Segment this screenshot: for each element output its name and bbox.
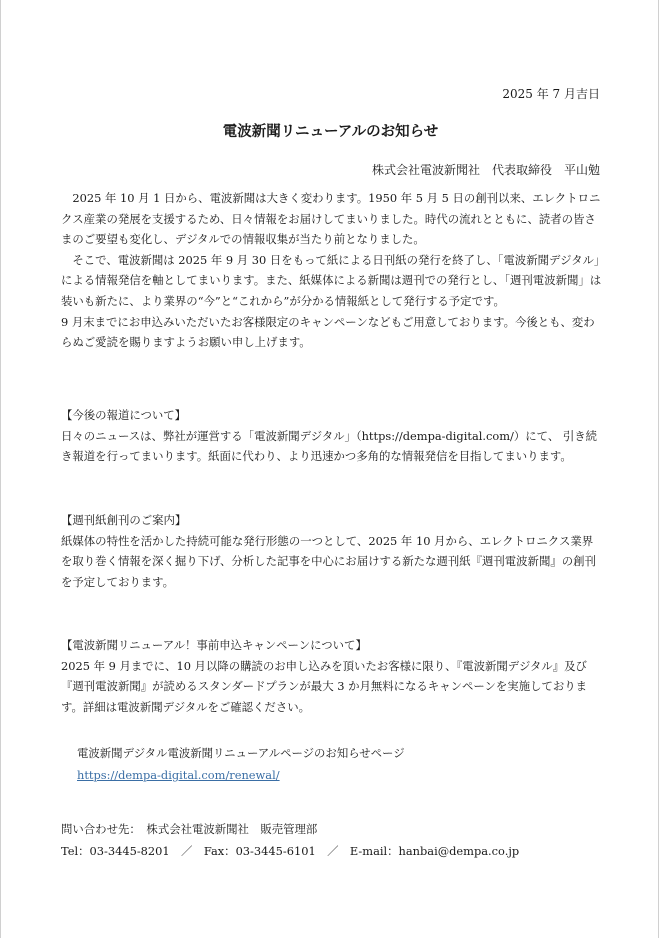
section-weekly — [61, 510, 602, 592]
section-reporting — [61, 405, 602, 467]
renewal-link-label: 電波新聞デジタル電波新聞リニューアルページのお知らせページ — [77, 746, 405, 760]
section-text: 2025 年 9 月までに、10 月以降の購読のお申し込みを頂いたお客様に限り、『電波新聞デジタル』及び『週刊電波新聞』が読めるスタンダードプランが最大 3 か月無料になるキャンペーンを実施しております。詳細は電波新聞デジタルをご確認ください。 — [61, 658, 588, 714]
section-heading: 【今後の報道について】 — [61, 408, 187, 422]
intro-paragraph-3: 9 月末までにお申込みいただいたお客様限定のキャンペーンなどもご用意しております。今後とも、変わらぬご愛読を賜りますようお願い申し上げます。 — [61, 314, 595, 350]
section-heading: 【週刊紙創刊のご案内】 — [61, 513, 187, 527]
document-title: 電波新聞リニューアルのお知らせ — [222, 123, 439, 140]
document-date: 2025 年 7 月吉日 — [502, 87, 600, 101]
renewal-link[interactable]: https://dempa-digital.com/renewal/ — [77, 768, 280, 782]
contact-block — [61, 818, 519, 862]
section-campaign — [61, 635, 602, 717]
intro-body — [61, 188, 602, 353]
contact-line-2: Tel：03-3445-8201 ／ Fax：03-3445-6101 ／ E-mail：hanbai@dempa.co.jp — [61, 844, 520, 858]
sender-line: 株式会社電波新聞社 代表取締役 平山勉 — [371, 163, 600, 177]
section-text: 紙媒体の特性を活かした持続可能な発行形態の一つとして、2025 年 10 月から、エレクトロニクス業界を取り巻く情報を深く掘り下げ、分析した記事を中心にお届けする新たな週刊紙『週刊電波新聞』の創刊を予定しております。 — [61, 533, 596, 589]
intro-paragraph-2: そこで、電波新聞は 2025 年 9 月 30 日をもって紙による日刊紙の発行を終了し、「電波新聞デジタル」による情報発信を軸としてまいります。また、紙媒体による新聞は週刊での発行とし、「週刊電波新聞」は装いも新たに、より業界の“今”と“これから”が分かる情報紙として発行する予定です。 — [61, 252, 602, 308]
section-heading: 【電波新聞リニューアル！事前申込キャンペーンについて】 — [61, 638, 367, 652]
section-text: 日々のニュースは、弊社が運営する「電波新聞デジタル」（https://dempa-digital.com/）にて、 引き続き報道を行ってまいります。紙面に代わり、より迅速かつ多角的な情報発信を目指してまいります。 — [61, 428, 598, 464]
intro-paragraph-1: 2025 年 10 月 1 日から、電波新聞は大きく変わります。1950 年 5 月 5 日の創刊以来、エレクトロニクス産業の発展を支援するため、日々情報をお届けしてまいりました。時代の流れとともに、読者の皆さまのご要望も変化し、デジタルでの情報収集が当たり前となりました。 — [61, 191, 601, 247]
renewal-link-block — [77, 742, 405, 786]
contact-line-1: 問い合わせ先： 株式会社電波新聞社 販売管理部 — [61, 822, 318, 836]
